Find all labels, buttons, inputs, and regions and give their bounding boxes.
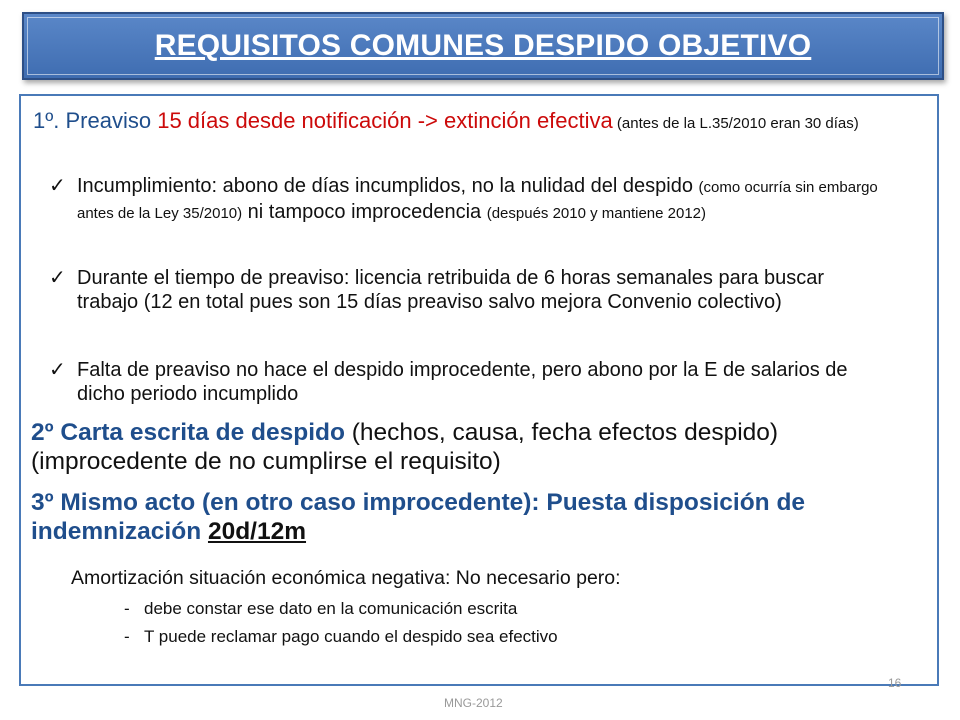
bullet1-text-c: ni tampoco improcedencia: [242, 201, 487, 223]
paragraph-preaviso: [33, 104, 928, 141]
dash-item-text: debe constar ese dato en la comunicación escrita: [144, 599, 518, 618]
bullet-incumplimiento: [49, 174, 887, 226]
carta-label: 2º Carta escrita de despido: [31, 419, 345, 446]
carta-rest: (hechos, causa, fecha efectos despido) (improcedente de no cumplirse el requisito): [31, 419, 779, 475]
preaviso-red-text: 15 días desde notificación -> extinción efectiva: [151, 108, 613, 133]
checkmark-icon: ✓: [49, 267, 66, 289]
bullet3-text: Falta de preaviso no hace el despido improcedente, pero abono por la E de salarios de dicho periodo incumplido: [77, 359, 848, 405]
page-number: 16: [888, 676, 902, 690]
checkmark-icon: ✓: [49, 175, 66, 197]
title-banner: [22, 12, 944, 80]
bullet1-text-d: (después 2010 y mantiene 2012): [486, 205, 707, 222]
bullet-licencia: [49, 266, 887, 314]
footer-text: MNG-2012: [444, 696, 503, 710]
bullet2-text: Durante el tiempo de preaviso: licencia retribuida de 6 horas semanales para buscar trabajo (12 en total pues son 15 días preaviso salvo mejora Convenio colectivo): [77, 267, 825, 313]
bullet1-text-a: Incumplimiento: abono de días incumplidos, no la nulidad del despido: [77, 175, 699, 197]
preaviso-label: 1º. Preaviso: [33, 108, 152, 133]
dash-symbol: -: [124, 627, 130, 646]
indemnizacion-amount: 20d/12m: [207, 518, 307, 545]
checkmark-icon: ✓: [49, 359, 66, 381]
dash-item: [124, 626, 558, 648]
bullet-falta-preaviso: [49, 358, 887, 406]
slide-title: REQUISITOS COMUNES DESPIDO OBJETIVO: [154, 29, 812, 62]
content-box: [19, 94, 939, 686]
bullet1-text-b: (como ocurría sin embargo antes de la Ley 35/2010): [77, 179, 878, 222]
paragraph-carta: [31, 418, 931, 476]
dash-symbol: -: [124, 599, 130, 618]
paragraph-mismo-acto: [31, 488, 931, 546]
dash-item-text: T puede reclamar pago cuando el despido sea efectivo: [144, 627, 558, 646]
mismo-acto-text: 3º Mismo acto (en otro caso improcedente): Puesta disposición de indemnización: [31, 489, 806, 545]
preaviso-note: (antes de la L.35/2010 eran 30 días): [612, 115, 859, 132]
dash-item: [124, 598, 517, 620]
paragraph-amortizacion: Amortización situación económica negativa: No necesario pero:: [71, 567, 621, 589]
